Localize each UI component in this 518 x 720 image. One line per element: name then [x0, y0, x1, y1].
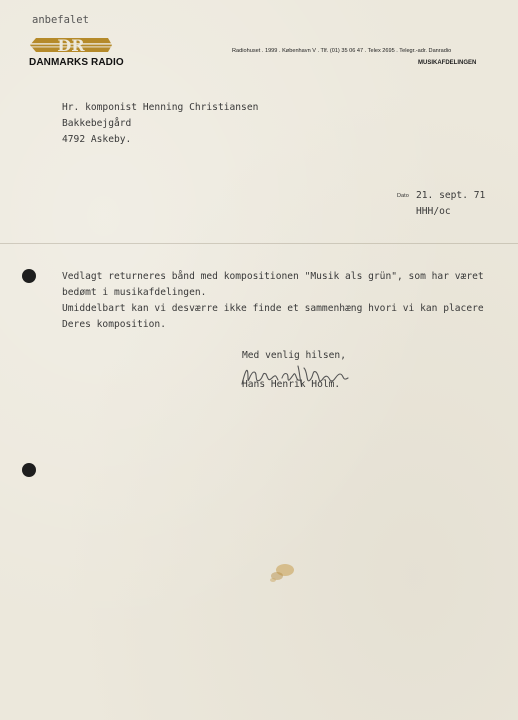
body-line-1: Vedlagt returneres bånd med kompositionen "Musik als grün", som har været: [62, 271, 484, 282]
dr-logo-mark: [30, 35, 112, 55]
recipient-line-1: Hr. komponist Henning Christiansen: [62, 102, 259, 113]
department-name: MUSIKAFDELINGEN: [418, 60, 477, 66]
dr-logo-letters: DR: [57, 36, 85, 55]
recipient-line-3: 4792 Askeby.: [62, 134, 132, 145]
punch-hole-bottom: [22, 463, 36, 477]
recipient-line-2: Bakkebejgård: [62, 118, 132, 129]
letter-date: 21. sept. 71: [416, 190, 486, 201]
body-line-2: bedømt i musikafdelingen.: [62, 287, 207, 298]
body-line-3: Umiddelbart kan vi desværre ikke finde et sammenhæng hvori vi kan placere: [62, 303, 484, 314]
sender-name: Hans Henrik Holm.: [242, 379, 341, 390]
dr-logo: [30, 35, 112, 59]
closing-greeting: Med venlig hilsen,: [242, 350, 346, 361]
body-line-4: Deres komposition.: [62, 319, 166, 330]
date-label: Dato: [397, 193, 409, 199]
paper-fold-line: [0, 243, 518, 244]
punch-hole-top: [22, 269, 36, 283]
address-line: Radiohuset . 1999 . København V . Tlf. (01) 35 06 47 . Telex 2695 . Telegr.-adr. Danradio: [232, 48, 452, 54]
paper-stain: [265, 562, 299, 584]
station-name: DANMARKS RADIO: [29, 57, 124, 68]
handwritten-note: anbefalet: [32, 14, 89, 26]
reference-code: HHH/oc: [416, 206, 451, 217]
